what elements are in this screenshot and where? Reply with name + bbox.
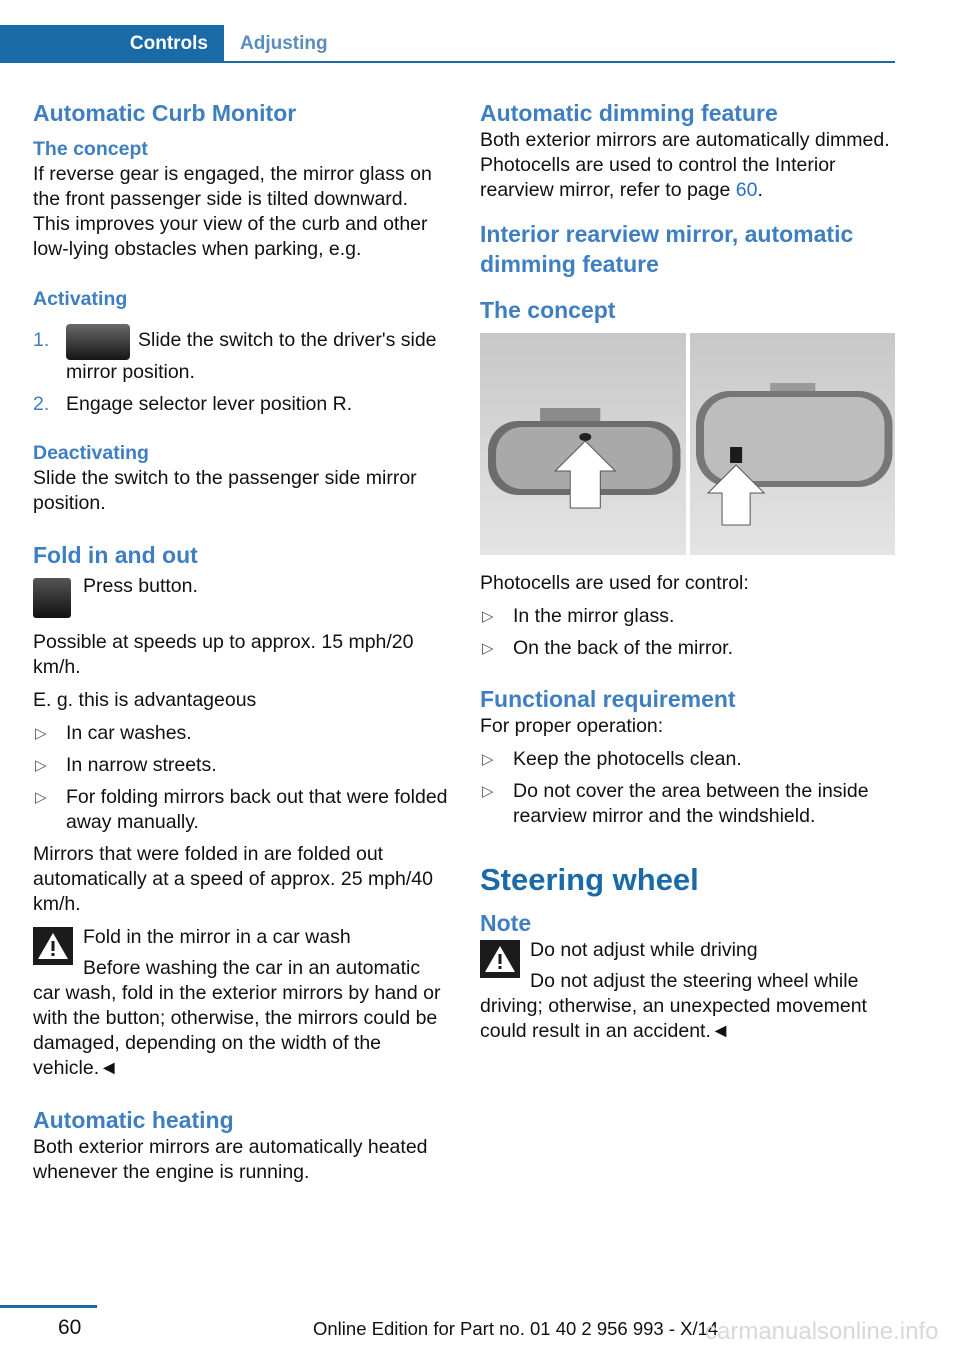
triangle-bullet-icon: ▷: [482, 751, 494, 768]
left-column: [33, 98, 448, 1185]
steering-wheel-title: Steering wheel: [480, 862, 699, 897]
warning-icon: [33, 927, 73, 965]
note-warning-title: Do not adjust while driving: [530, 939, 758, 961]
triangle-bullet-icon: ▷: [482, 640, 494, 657]
fold-press-text: Press button.: [83, 575, 198, 597]
mirror-back-image: [690, 333, 896, 555]
heating-title: Automatic heating: [33, 1107, 234, 1133]
watermark: carmanualsonline.info: [705, 1318, 939, 1345]
warning-text: Before washing the car in an automatic car wash, fold in the exterior mirrors by hand or with the button; otherwise, the mirrors could be damaged, depending on the width of the vehicle.◄: [33, 957, 441, 1079]
photocells-intro: Photocells are used for control:: [480, 572, 749, 594]
list-item: ▷ On the back of the mirror.: [482, 637, 734, 659]
page-link[interactable]: 60: [735, 179, 758, 201]
fold-title: Fold in and out: [33, 542, 198, 568]
triangle-bullet-icon: ▷: [35, 789, 47, 806]
mirror-switch-icon: [66, 324, 130, 360]
deactivating-heading: Deactivating: [33, 442, 149, 464]
mirror-photo: [480, 333, 895, 555]
note-heading: Note: [480, 910, 532, 936]
requirement-title: Functional requirement: [480, 686, 736, 712]
dimming-text: Both exterior mirrors are automatically dimmed. Photocells are used to control the Interior rearview mirror, refer to page 60.: [480, 129, 890, 201]
activating-step-1: 1. Slide the switch to the driver's side mirror position.: [33, 328, 448, 385]
list-item: ▷ In car washes.: [35, 722, 192, 744]
edition-text: Online Edition for Part no. 01 40 2 956 993 - X/14: [313, 1318, 719, 1339]
list-item: ▷ Keep the photocells clean.: [482, 748, 742, 770]
list-item: ▷ In narrow streets.: [35, 754, 217, 776]
fold-out-text: Mirrors that were folded in are folded out automatically at a speed of approx. 25 mph/40 km/h.: [33, 843, 433, 915]
heating-text: Both exterior mirrors are automatically heated whenever the engine is running.: [33, 1136, 428, 1183]
activating-heading: Activating: [33, 288, 128, 310]
advantage-intro: E. g. this is advantageous: [33, 689, 257, 711]
footer-rule: [0, 1305, 97, 1308]
triangle-bullet-icon: ▷: [35, 757, 47, 774]
triangle-bullet-icon: ▷: [482, 783, 494, 800]
triangle-bullet-icon: ▷: [35, 725, 47, 742]
concept-text: If reverse gear is engaged, the mirror glass on the front passenger side is tilted downward. This improves your view of the curb and other low-lying obstacles when parking, e.g.: [33, 163, 432, 260]
fold-button-icon: [33, 578, 71, 618]
interior-mirror-title: Interior rearview mirror, automatic dimming feature: [480, 221, 854, 277]
list-item: ▷ For folding mirrors back out that were folded away manually.: [35, 786, 448, 833]
note-warning-text: Do not adjust the steering wheel while driving; otherwise, an unexpected movement could result in an accident.◄: [480, 970, 867, 1042]
concept-heading-right: The concept: [480, 297, 616, 323]
curb-monitor-title: Automatic Curb Monitor: [33, 100, 297, 126]
right-column: [480, 98, 900, 1044]
page-number: 60: [58, 1316, 82, 1339]
warning-title: Fold in the mirror in a car wash: [83, 926, 351, 948]
concept-heading: The concept: [33, 138, 148, 160]
warning-icon: [480, 940, 520, 978]
dimming-title: Automatic dimming feature: [480, 100, 778, 126]
list-item: ▷ In the mirror glass.: [482, 605, 675, 627]
requirement-intro: For proper operation:: [480, 715, 664, 737]
triangle-bullet-icon: ▷: [482, 608, 494, 625]
mirror-front-image: [480, 333, 686, 555]
tab-adjusting[interactable]: Adjusting: [240, 32, 328, 54]
deactivating-text: Slide the switch to the passenger side mirror position.: [33, 467, 417, 514]
tab-controls[interactable]: Controls: [0, 25, 224, 62]
list-item: ▷ Do not cover the area between the inside rearview mirror and the windshield.: [482, 780, 869, 827]
activating-step-2: 2. Engage selector lever position R.: [33, 393, 353, 415]
fold-speed-text: Possible at speeds up to approx. 15 mph/20 km/h.: [33, 631, 414, 678]
